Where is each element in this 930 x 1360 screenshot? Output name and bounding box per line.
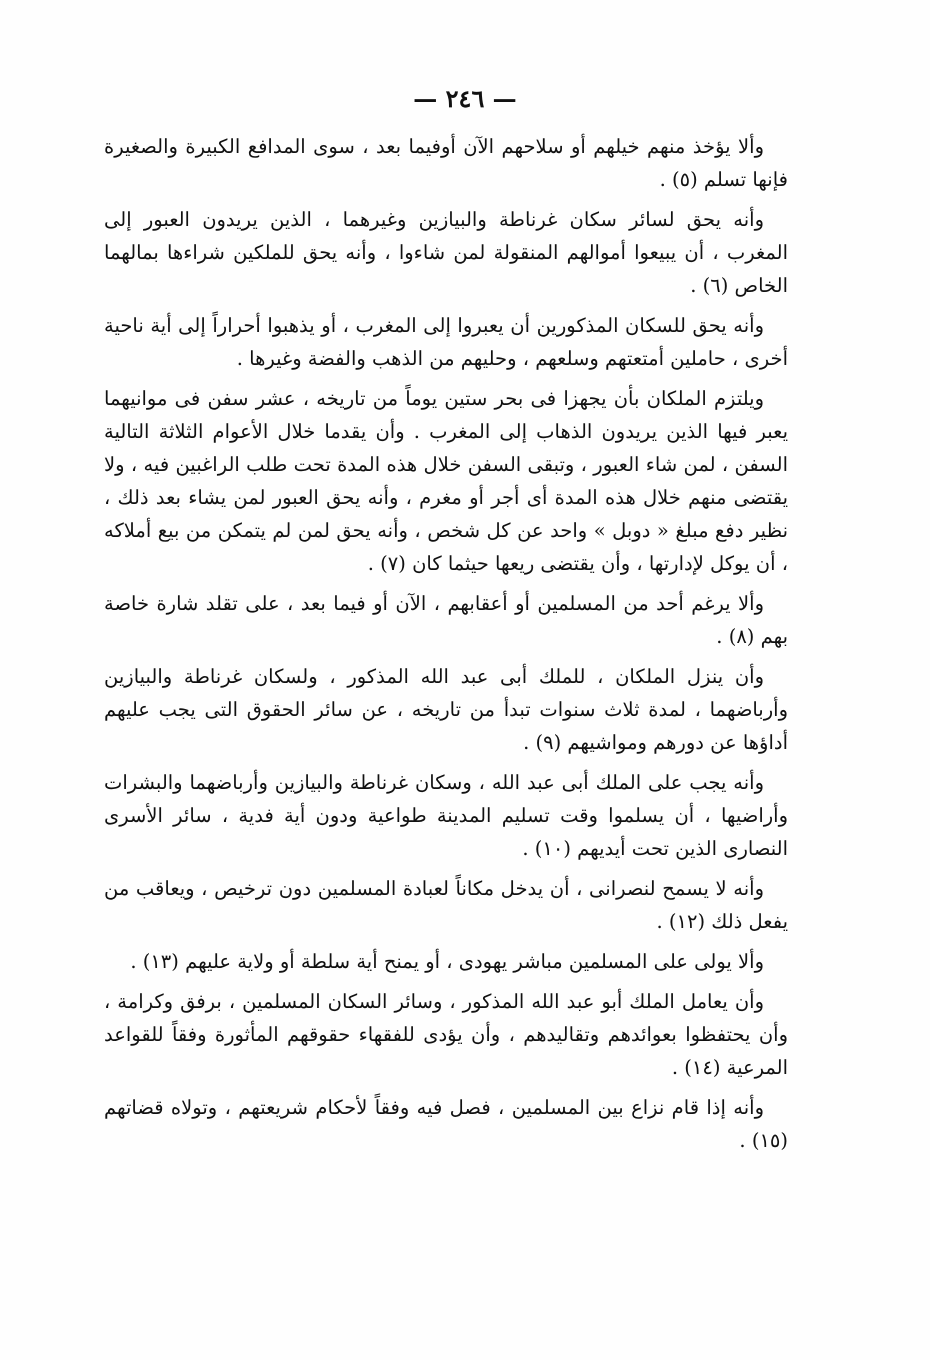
paragraph-1: وألا يؤخذ منهم خيلهم أو سلاحهم الآن أوفيما بعد ، سوى المدافع الكبيرة والصغيرة فإنها تسلم (٥) . — [104, 135, 788, 191]
paragraph-4: ويلتزم الملكان بأن يجهزا فى بحر ستين يوماً من تاريخه ، عشر سفن فى موانيهما يعبر فيها الذين يريدون الذهاب إلى المغرب . وأن يقدما خلال الأعوام الثلاثة التالية السفن ، لمن شاء العبور ، وتبقى السفن خلال هذه المدة تحت طلب الراغبين فيه ، ولا يقتضى منهم خلال هذه المدة أى أجر أو مغرم ، وأنه يحق العبور لمن يشاء بعد ذلك ، نظير دفع مبلغ « دوبل » واحد عن كل شخص ، وأنه يحق لمن لم يتمكن من بيع أملاكه ، أن يوكل لإدارتها ، وأن يقتضى ريعها حيثما كان (٧) . — [104, 387, 788, 575]
paragraph-2: وأنه يحق لسائر سكان غرناطة والبيازين وغيرهما ، الذين يريدون العبور إلى المغرب ، أن يبيعوا أموالهم المنقولة لمن شاءوا ، وأنه يحق للملكين شراءها بمالهما الخاص (٦) . — [104, 208, 788, 297]
page-number: — ٢٤٦ — — [413, 84, 517, 113]
paragraph-3: وأنه يحق للسكان المذكورين أن يعبروا إلى المغرب ، أو يذهبوا أحراراً إلى أية ناحية أخرى ، حاملين أمتعتهم وسلعهم ، وحليهم من الذهب والفضة وغيرها . — [104, 314, 788, 370]
paragraph-9: وألا يولى على المسلمين مباشر يهودى ، أو يمنح أية سلطة أو ولاية عليهم (١٣) . — [130, 950, 764, 973]
paragraph-6: وأن ينزل الملكان ، للملك أبى عبد الله المذكور ، ولسكان غرناطة والبيازين وأرباضهما ، لمدة ثلاث سنوات تبدأ من تاريخه ، عن سائر الحقوق التى يجب عليهم أداؤها عن دورهم ومواشيهم (٩) . — [104, 665, 788, 754]
paragraph-11: وأنه إذا قام نزاع بين المسلمين ، فصل فيه وفقاً لأحكام شريعتهم ، وتولاه قضاتهم (١٥) . — [104, 1096, 788, 1152]
paragraph-10: وأن يعامل الملك أبو عبد الله المذكور ، وسائر السكان المسلمين ، برفق وكرامة ، وأن يحتفظوا بعوائدهم وتقاليدهم ، وأن يؤدى للفقهاء حقوقهم المأثورة وفقاً للقواعد المرعية (١٤) . — [104, 990, 788, 1079]
paragraph-5: وألا يرغم أحد من المسلمين أو أعقابهم ، الآن أو فيما بعد ، على تقلد شارة خاصة بهم (٨) . — [104, 592, 788, 648]
paragraph-7: وأنه يجب على الملك أبى عبد الله ، وسكان غرناطة والبيازين وأرباضهما والبشرات وأراضيها ، أن يسلموا وقت تسليم المدينة طواعية ودون أية فدية ، سائر الأسرى النصارى الذين تحت أيديهم (١٠) . — [104, 771, 788, 860]
paragraph-8: وأنه لا يسمح لنصرانى ، أن يدخل مكاناً لعبادة المسلمين دون ترخيص ، ويعاقب من يفعل ذلك (١٢) . — [104, 877, 788, 933]
body-text — [104, 130, 788, 1164]
